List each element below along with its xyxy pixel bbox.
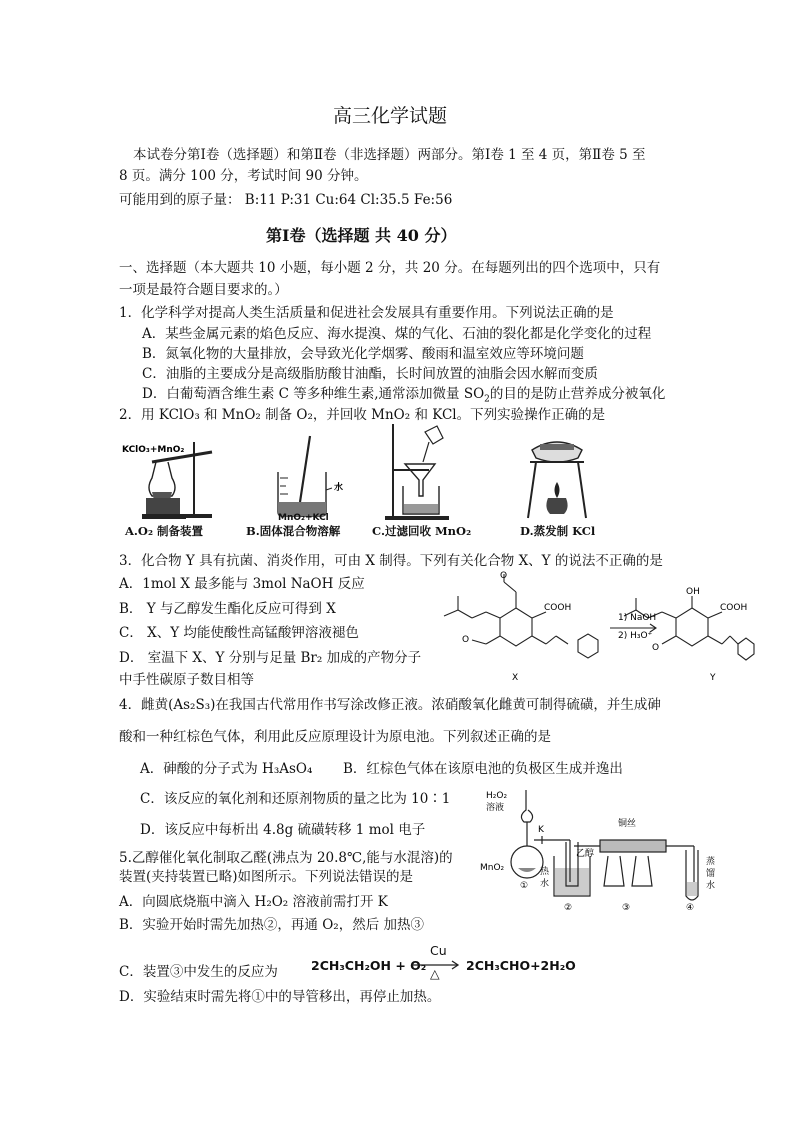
device-2-label: ②: [564, 903, 573, 913]
copper-wire-label: 铜丝: [618, 819, 637, 829]
q4-option-b: B．红棕色气体在该原电池的负极区生成并逸出: [343, 761, 623, 777]
distilled-water-label-2: 馏: [706, 869, 716, 879]
mix-label: MnO₂+KCl: [278, 513, 329, 523]
section-title: 第Ⅰ卷（选择题 共 40 分）: [266, 226, 457, 245]
x-methoxy-o-label: O: [462, 635, 470, 645]
instruction-line-2: 一项是最符合题目要求的。）: [119, 282, 288, 298]
h2o2-solution-label: 溶液: [486, 803, 505, 813]
condition-1: 1) NaOH: [618, 613, 657, 623]
structures-x-y: [432, 570, 762, 682]
mno2-label: MnO₂: [480, 863, 505, 873]
caption-b: B.固体混合物溶解: [246, 524, 341, 538]
q5-stem-line2: 装置(夹持装置已略)如图所示。下列说法错误的是: [119, 869, 414, 885]
caption-d: D.蒸发制 KCl: [520, 524, 596, 538]
q2-stem: 2．用 KClO₃ 和 MnO₂ 制备 O₂，并回收 MnO₂ 和 KCl。下列实验操作正确的是: [119, 407, 606, 423]
q4-option-d: D．该反应中每析出 4.8g 硫磺转移 1 mol 电子: [140, 822, 426, 838]
hot-water-label-1: 热: [540, 867, 550, 877]
device-1-label: ①: [520, 881, 529, 891]
x-label: X: [512, 673, 519, 683]
apparatus-a-oxygen-prep: [122, 438, 232, 522]
reagent-label: KClO₃+MnO₂: [122, 445, 185, 455]
apparatus-c-filter: [385, 424, 455, 522]
hot-water-label-2: 水: [540, 879, 550, 889]
q4-stem-line1: 4．雌黄(As₂S₃)在我国古代常用作书写涂改修正液。浓硝酸氧化雌黄可制得硫磺，并生成砷: [119, 697, 661, 713]
q3-stem: 3．化合物 Y 具有抗菌、消炎作用，可由 X 制得。下列有关化合物 X、Y 的说法不正确的是: [119, 553, 663, 569]
condition-2: 2) H₃O⁺: [618, 631, 653, 641]
y-oh-label: OH: [686, 587, 700, 597]
q3-option-c: C． X、Y 均能使酸性高锰酸钾溶液褪色: [119, 625, 359, 641]
distilled-water-label-1: 蒸: [706, 857, 716, 867]
y-methoxy-o-label: O: [652, 643, 660, 653]
q4-option-c: C．该反应的氧化剂和还原剂物质的量之比为 10∶1: [140, 791, 451, 807]
intro-line-2: 8 页。满分 100 分，考试时间 90 分钟。: [119, 168, 368, 184]
q4-stem-line2: 酸和一种红棕色气体，利用此反应原理设计为原电池。下列叙述正确的是: [119, 729, 551, 745]
caption-c: C.过滤回收 MnO₂: [372, 524, 472, 538]
intro-line-1: 本试卷分第Ⅰ卷（选择题）和第Ⅱ卷（非选择题）两部分。第Ⅰ卷 1 至 4 页，第Ⅱ卷 5 至: [133, 147, 646, 163]
q3-option-a: A．1mol X 最多能与 3mol NaOH 反应: [119, 576, 365, 592]
x-cooh-label: COOH: [544, 603, 572, 613]
q3-option-b: B． Y 与乙醇发生酯化反应可得到 X: [119, 601, 336, 617]
caption-a: A.O₂ 制备装置: [125, 524, 203, 538]
water-label: 水: [334, 483, 344, 493]
equation-right: 2CH₃CHO+2H₂O: [466, 958, 576, 973]
equation-heat: △: [430, 966, 440, 981]
q5-option-c: C．装置③中发生的反应为: [119, 964, 278, 980]
equation-left: 2CH₃CH₂OH + O₂: [311, 958, 427, 973]
q3-option-d-line2: 中手性碳原子数目相等: [119, 672, 254, 688]
y-label: Y: [710, 673, 716, 683]
carbonyl-o-label: O: [500, 571, 508, 581]
device-4-label: ④: [686, 903, 695, 913]
equation-catalyst: Cu: [430, 943, 447, 958]
q3-option-d-line1: D． 室温下 X、Y 分别与足量 Br₂ 加成的产物分子: [119, 650, 422, 666]
q5-option-d: D．实验结束时需先将①中的导管移出，再停止加热。: [119, 989, 441, 1005]
q5-stem-line1: 5.乙醇催化氧化制取乙醛(沸点为 20.8℃,能与水混溶)的: [119, 850, 453, 866]
atomic-mass-line: 可能用到的原子量： B:11 P:31 Cu:64 Cl:35.5 Fe:56: [119, 192, 453, 208]
valve-k-label: K: [538, 825, 544, 835]
q1-option-b: B．氮氧化物的大量排放，会导致光化学烟雾、酸雨和温室效应等环境问题: [142, 346, 584, 362]
h2o2-label: H₂O₂: [486, 791, 508, 801]
q1-option-c: C．油脂的主要成分是高级脂肪酸甘油酯，长时间放置的油脂会因水解而变质: [142, 366, 598, 382]
q4-option-a: A．砷酸的分子式为 H₃AsO₄: [140, 761, 313, 777]
q5-option-a: A．向圆底烧瓶中滴入 H₂O₂ 溶液前需打开 K: [119, 894, 388, 910]
q1-option-d: D．白葡萄酒含维生素 C 等多种维生素,通常添加微量 $SO_2$的目的是防止营养成分被氧化: [142, 386, 666, 405]
distilled-water-label-3: 水: [706, 881, 716, 891]
q5-option-b: B．实验开始时需先加热②，再通 O₂，然后 加热③: [119, 917, 424, 933]
q5-apparatus: [480, 786, 720, 918]
q1-stem: 1．化学科学对提高人类生活质量和促进社会发展具有重要作用。下列说法正确的是: [119, 305, 614, 321]
instruction-line-1: 一、选择题（本大题共 10 小题，每小题 2 分，共 20 分。在每题列出的四个选项中，只有: [119, 260, 661, 276]
ethanol-label: 乙醇: [576, 849, 595, 859]
y-cooh-label: COOH: [720, 603, 748, 613]
q1-option-a: A．某些金属元素的焰色反应、海水提溴、煤的气化、石油的裂化都是化学变化的过程: [142, 326, 652, 342]
page-title: 高三化学试题: [333, 105, 448, 127]
device-3-label: ③: [622, 903, 631, 913]
apparatus-d-evaporate: [522, 438, 592, 522]
